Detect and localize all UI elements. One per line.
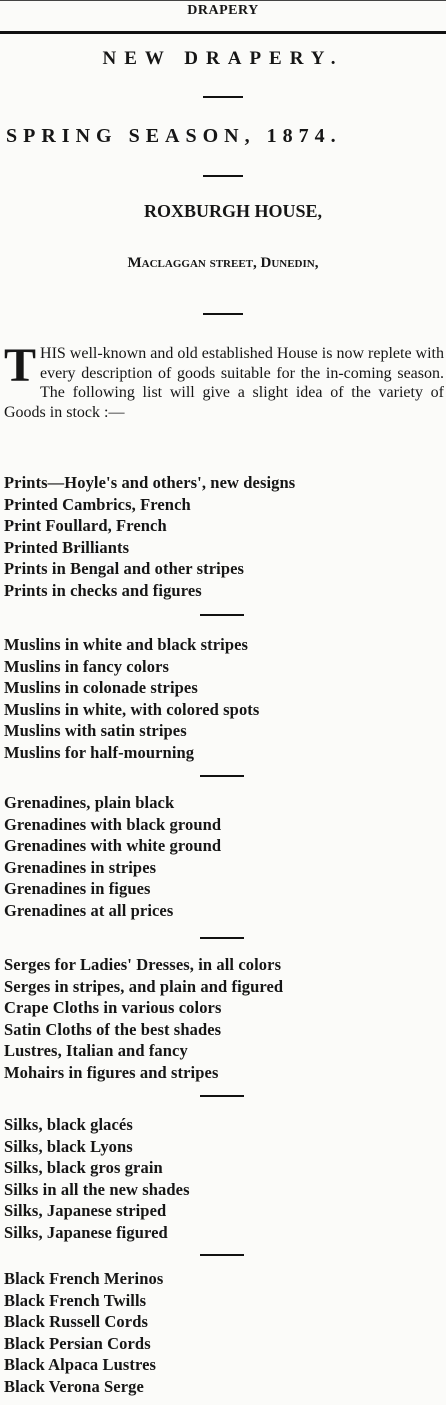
season-heading: SPRING SEASON, 1874. xyxy=(6,125,342,147)
list-item: Grenadines with white ground xyxy=(4,836,222,855)
list-item: Print Foullard, French xyxy=(4,516,167,535)
silks-list xyxy=(4,1114,444,1243)
list-item: Black French Merinos xyxy=(4,1269,164,1288)
list-item: Muslins in white, with colored spots xyxy=(4,699,260,719)
list-item: Muslins with satin stripes xyxy=(4,721,187,740)
list-item: Silks in all the new shades xyxy=(4,1179,190,1199)
divider xyxy=(200,614,244,616)
list-item: Prints—Hoyle's and others', new designs xyxy=(4,473,296,492)
header-top-rule xyxy=(0,0,446,1)
list-item: Black Alpaca Lustres xyxy=(4,1355,157,1374)
list-item: Grenadines, plain black xyxy=(4,793,175,812)
list-item: Mohairs in figures and stripes xyxy=(4,1062,219,1082)
drop-cap: T xyxy=(4,339,37,392)
divider xyxy=(203,96,243,98)
intro-paragraph xyxy=(4,339,444,422)
list-item: Silks, black gros grain xyxy=(4,1158,163,1177)
divider xyxy=(200,775,244,777)
list-item: Black French Twills xyxy=(4,1290,147,1310)
list-item: Prints in checks and figures xyxy=(4,580,202,600)
list-item: Grenadines in figues xyxy=(4,879,151,898)
list-item: Crape Cloths in various colors xyxy=(4,998,222,1017)
list-item: Silks, Japanese striped xyxy=(4,1201,167,1220)
store-name: ROXBURGH HOUSE, xyxy=(143,201,323,221)
list-item: Muslins in fancy colors xyxy=(4,656,170,676)
list-item: Serges in stripes, and plain and figured xyxy=(4,976,284,996)
list-item: Prints in Bengal and other stripes xyxy=(4,559,245,578)
divider xyxy=(200,1095,244,1097)
grenadines-list xyxy=(4,792,444,921)
divider xyxy=(200,1254,244,1256)
divider xyxy=(203,175,243,177)
divider xyxy=(200,937,244,939)
divider xyxy=(203,313,243,315)
list-item: Black Persian Cords xyxy=(4,1333,151,1353)
intro-text: HIS well-known and old established House is now replete with every description of goods suitable for the in-coming season. The following list will give a slight idea of the variety of Goods in stock :— xyxy=(4,345,444,421)
store-address: Maclaggan street, Dunedin, xyxy=(127,255,319,271)
list-item: Silks, black Lyons xyxy=(4,1136,133,1156)
list-item: Muslins in white and black stripes xyxy=(4,635,249,654)
ad-title: NEW DRAPERY. xyxy=(102,48,344,69)
list-item: Muslins for half-mourning xyxy=(4,742,195,762)
header-rule xyxy=(0,31,446,34)
list-item: Black Russell Cords xyxy=(4,1312,149,1331)
list-item: Printed Cambrics, French xyxy=(4,494,191,514)
list-item: Black Verona Serge xyxy=(4,1376,144,1396)
section-header: DRAPERY xyxy=(187,3,259,18)
muslins-list xyxy=(4,634,444,763)
list-item: Grenadines with black ground xyxy=(4,814,222,834)
list-item: Grenadines in stripes xyxy=(4,857,157,877)
list-item: Grenadines at all prices xyxy=(4,900,174,920)
list-item: Satin Cloths of the best shades xyxy=(4,1019,222,1039)
black-goods-list xyxy=(4,1268,444,1397)
serges-list xyxy=(4,954,444,1083)
list-item: Silks, Japanese figured xyxy=(4,1222,168,1242)
prints-list xyxy=(4,472,444,601)
list-item: Printed Brilliants xyxy=(4,537,130,557)
list-item: Lustres, Italian and fancy xyxy=(4,1041,188,1060)
list-item: Silks, black glacés xyxy=(4,1115,133,1134)
list-item: Muslins in colonade stripes xyxy=(4,678,198,697)
list-item: Serges for Ladies' Dresses, in all colors xyxy=(4,955,282,974)
